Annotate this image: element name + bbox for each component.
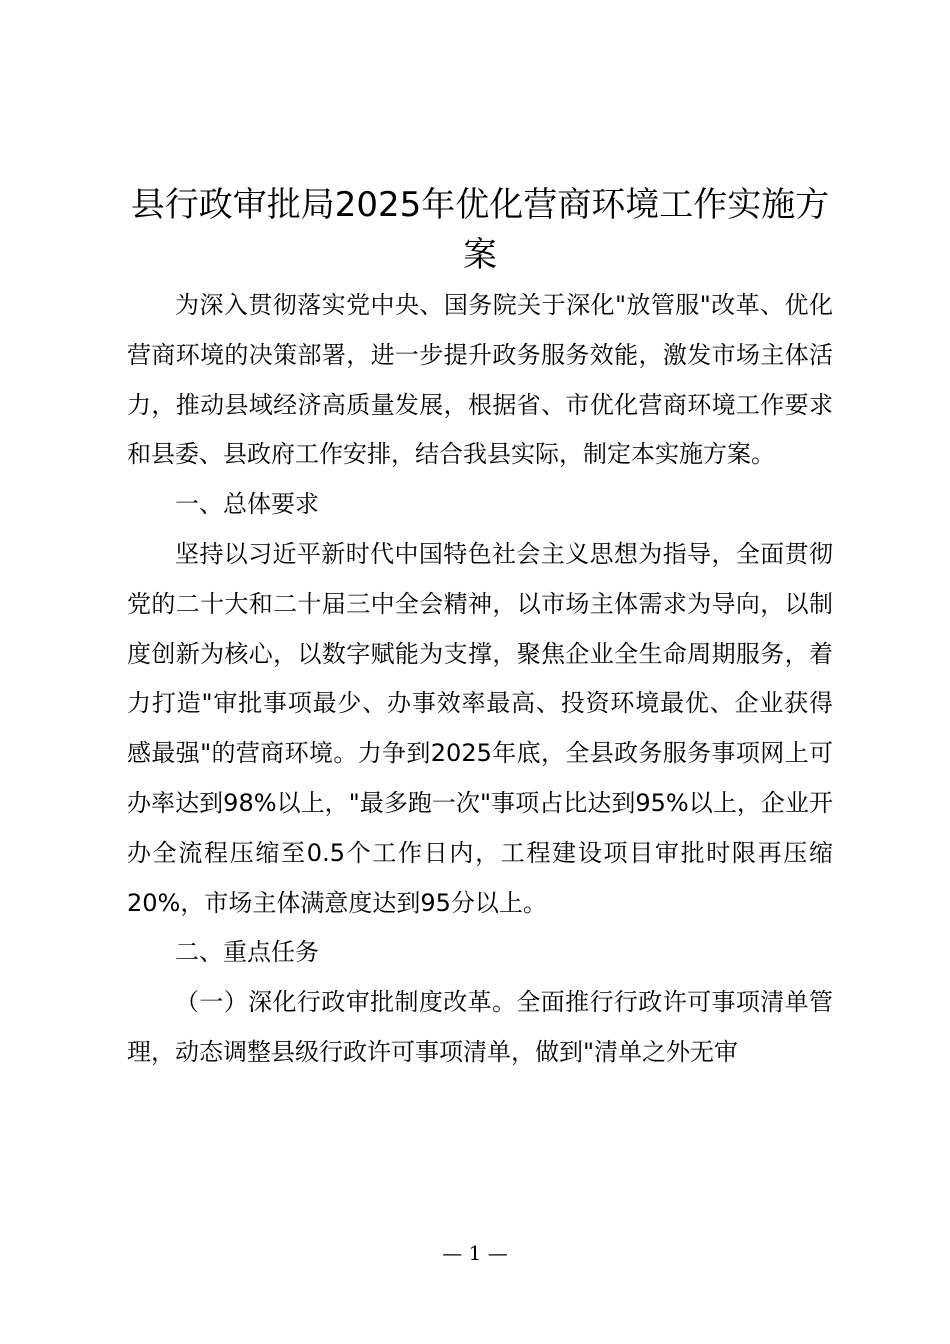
section-heading-key-tasks: 二、重点任务 [175, 938, 319, 967]
section-heading-general-requirements: 一、总体要求 [175, 490, 319, 519]
document-body [127, 281, 833, 1078]
key-task-1-paragraph: （一）深化行政审批制度改革。全面推行行政许可事项清单管理，动态调整县级行政许可事项清单，做到"清单之外无审 [127, 988, 833, 1066]
page-number: — 1 — [442, 1241, 508, 1265]
document-title: 县行政审批局2025年优化营商环境工作实施方案 [130, 185, 830, 275]
intro-paragraph: 为深入贯彻落实党中央、国务院关于深化"放管服"改革、优化营商环境的决策部署，进一步提升政务服务效能，激发市场主体活力，推动县域经济高质量发展，根据省、市优化营商环境工作要求和县委、县政府工作安排，结合我县实际，制定本实施方案。 [127, 291, 833, 469]
general-requirements-paragraph: 坚持以习近平新时代中国特色社会主义思想为指导，全面贯彻党的二十大和二十届三中全会精神，以市场主体需求为导向，以制度创新为核心，以数字赋能为支撑，聚焦企业全生命周期服务，着力打造"审批事项最少、办事效率最高、投资环境最优、企业获得感最强"的营商环境。力争到2025年底，全县政务服务事项网上可办率达到98%以上，"最多跑一次"事项占比达到95%以上，企业开办全流程压缩至0.5个工作日内，工程建设项目审批时限再压缩20%，市场主体满意度达到95分以上。 [127, 539, 833, 917]
